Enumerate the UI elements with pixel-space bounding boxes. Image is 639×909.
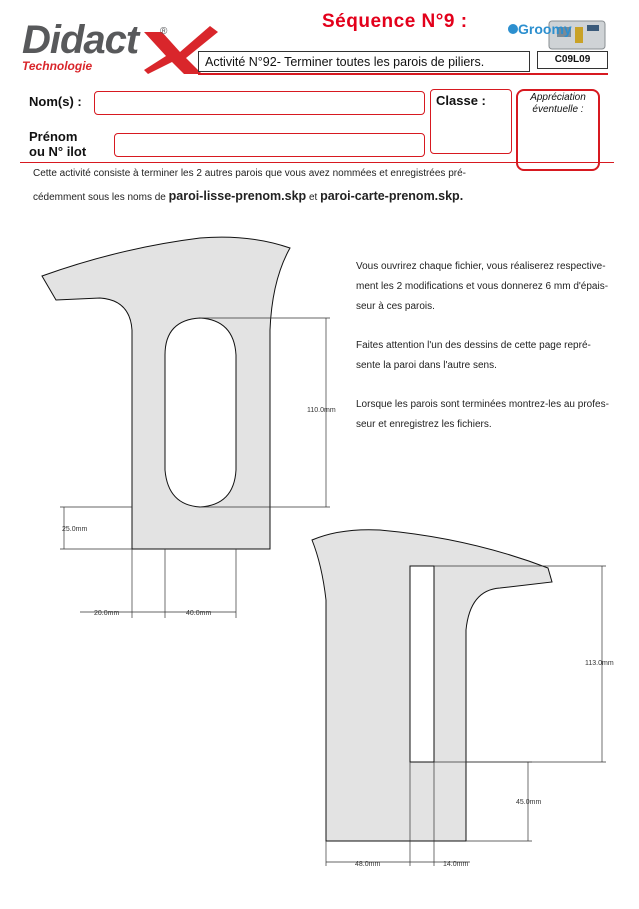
drawing-1-left-dim: 20.0mm: [94, 610, 120, 617]
name-label: Nom(s) :: [29, 94, 82, 109]
drawing-1-part: [42, 237, 290, 549]
intro-line1: Cette activité consiste à terminer les 2 autres parois que vous avez nommées et enregistrées pré-: [33, 168, 466, 179]
class-label: Classe :: [436, 93, 486, 108]
activity-text: Activité N°92- Terminer toutes les parois de piliers.: [205, 54, 485, 69]
drawing-2-part: [312, 530, 552, 841]
logo-text: Didact: [22, 18, 139, 62]
drawing-2-height-dim: 113.0mm: [585, 660, 614, 667]
appreciation-line2: éventuelle :: [532, 104, 584, 115]
drawing-1-width-dim: 40.0mm: [186, 610, 212, 617]
instruction-3-line1: Lorsque les parois sont terminées montrez-les au profes-: [356, 399, 609, 410]
drawing-1-dimensions: [60, 318, 330, 618]
instruction-1-line2: ment les 2 modifications et vous donnerez 6 mm d'épais-: [356, 281, 609, 292]
logo-subtitle: Technologie: [22, 59, 93, 73]
first-name-label-line1: Prénom: [29, 129, 78, 144]
drawing-2-width-dim: 14.0mm: [443, 861, 469, 868]
intro-line2-mid: et: [306, 192, 321, 203]
drawing-1-bottom-dim: 25.0mm: [62, 526, 88, 533]
first-name-label-line2: ou N° ilot: [29, 144, 87, 159]
intro-line2-prefix: cédemment sous les noms de: [33, 192, 169, 203]
drawing-2-left-dim: 48.0mm: [355, 861, 381, 868]
drawing-1-height-dim: 110.0mm: [307, 407, 336, 414]
instruction-2-line2: sente la paroi dans l'autre sens.: [356, 360, 497, 371]
file-name-2: paroi-carte-prenom.skp.: [320, 189, 464, 203]
sequence-title: Séquence N°9 :: [322, 11, 468, 32]
file-name-1: paroi-lisse-prenom.skp: [168, 189, 307, 203]
drawing-2-bottom-dim: 45.0mm: [516, 799, 542, 806]
logo-registered: ®: [160, 26, 168, 37]
instruction-1-line1: Vous ouvrirez chaque fichier, vous réaliserez respective-: [356, 261, 606, 272]
instruction-2-line1: Faites attention l'un des dessins de cette page repré-: [356, 340, 591, 351]
activity-code: C09L09: [537, 51, 608, 69]
instruction-3-line2: seur et enregistrez les fichiers.: [356, 419, 492, 430]
instruction-1-line3: seur à ces parois.: [356, 301, 435, 312]
brand-label: Groomy: [518, 21, 572, 37]
appreciation-line1: Appréciation: [530, 92, 586, 103]
